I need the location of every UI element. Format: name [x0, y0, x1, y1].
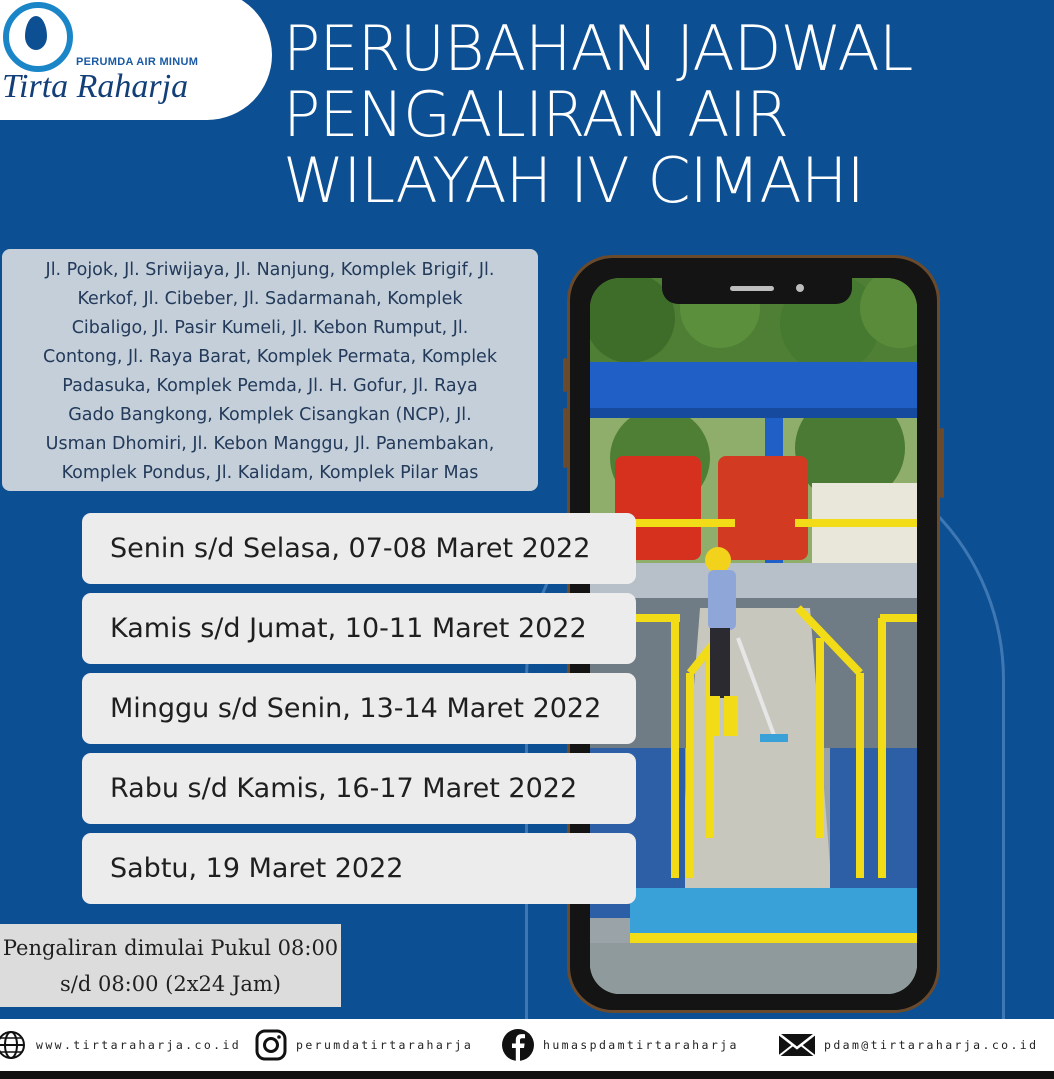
page-title [283, 12, 1043, 217]
instagram-text: perumdatirtaraharja [296, 1038, 474, 1052]
worker-photo-illustration [590, 278, 917, 994]
brand-name: Tirta Raharja [2, 68, 189, 105]
flow-time-note [0, 924, 341, 1007]
globe-icon [0, 1028, 28, 1062]
website-link[interactable] [0, 1019, 241, 1071]
schedule-item: Sabtu, 19 Maret 2022 [82, 833, 636, 904]
instagram-icon [254, 1028, 288, 1062]
street-line: Jl. Pojok, Jl. Sriwijaya, Jl. Nanjung, Komplek Brigif, Jl. [45, 260, 495, 280]
street-line: Usman Dhomiri, Jl. Kebon Manggu, Jl. Panembakan, [45, 434, 495, 454]
title-line: WILAYAH IV CIMAHI [283, 144, 864, 217]
schedule-item: Senin s/d Selasa, 07-08 Maret 2022 [82, 513, 636, 584]
contact-footer [0, 1019, 1054, 1071]
facebook-icon [501, 1028, 535, 1062]
street-line: Gado Bangkong, Komplek Cisangkan (NCP), Jl. [68, 405, 472, 425]
phone-notch [662, 278, 852, 304]
water-drop-logo-icon [3, 2, 73, 72]
note-line: s/d 08:00 (2x24 Jam) [59, 972, 281, 996]
brand-org-line: PERUMDA AIR MINUM [76, 56, 199, 68]
water-treatment-photo [590, 278, 917, 994]
street-line: Komplek Pondus, Jl. Kalidam, Komplek Pilar Mas [61, 463, 479, 483]
email-link[interactable] [778, 1019, 1038, 1071]
website-text: www.tirtaraharja.co.id [36, 1038, 242, 1052]
note-line: Pengaliran dimulai Pukul 08:00 [2, 936, 339, 960]
schedule-item: Minggu s/d Senin, 13-14 Maret 2022 [82, 673, 636, 744]
title-line: PERUBAHAN JADWAL [283, 12, 913, 85]
mail-icon [778, 1028, 816, 1062]
schedule-item: Kamis s/d Jumat, 10-11 Maret 2022 [82, 593, 636, 664]
bottom-strip [0, 1071, 1054, 1079]
street-line: Contong, Jl. Raya Barat, Komplek Permata, Komplek [43, 347, 497, 367]
street-line: Kerkof, Jl. Cibeber, Jl. Sadarmanah, Komplek [77, 289, 463, 309]
title-line: PENGALIRAN AIR [283, 78, 789, 151]
schedule-item: Rabu s/d Kamis, 16-17 Maret 2022 [82, 753, 636, 824]
facebook-text: humaspdamtirtaraharja [543, 1038, 739, 1052]
street-list-box [2, 249, 538, 491]
facebook-link[interactable] [501, 1019, 739, 1071]
street-line: Cibaligo, Jl. Pasir Kumeli, Jl. Kebon Rumput, Jl. [71, 318, 469, 338]
email-text: pdam@tirtaraharja.co.id [824, 1038, 1039, 1052]
street-line: Padasuka, Komplek Pemda, Jl. H. Gofur, Jl. Raya [62, 376, 478, 396]
instagram-link[interactable] [254, 1019, 473, 1071]
